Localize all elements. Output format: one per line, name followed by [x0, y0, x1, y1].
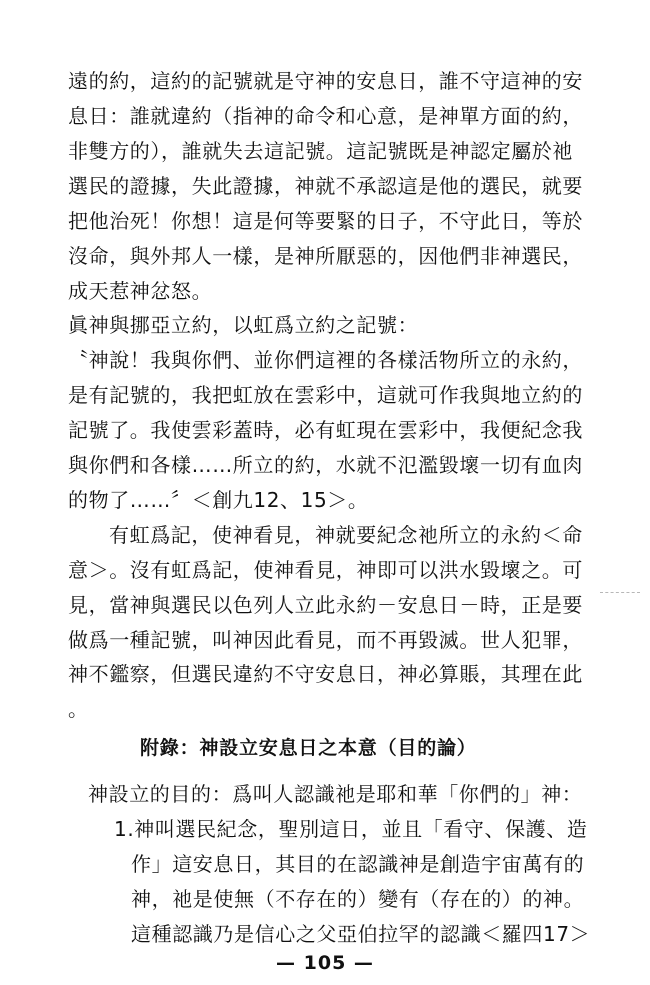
- paragraph-line-4: 做爲一種記號，叫神因此看見，而不再毀滅。世人犯罪，: [68, 628, 583, 652]
- scan-artifact-mark: [600, 592, 640, 593]
- text-line-2: 息日：誰就違約（指神的命令和心意，是神單方面的約，: [68, 104, 583, 128]
- quote-line-2: 是有記號的，我把虹放在雲彩中，這就可作我與地立約的: [68, 383, 583, 407]
- purpose-item-line-1: 1.神叫選民紀念，聖別這日，並且「看守、保護、造: [114, 817, 588, 841]
- quote-line-4: 與你們和各樣……所立的約，水就不氾濫毀壞一切有血肉: [68, 453, 583, 477]
- paragraph-line-3: 見，當神與選民以色列人立此永約－安息日－時，正是要: [68, 593, 583, 617]
- text-line-1: 遠的約，這約的記號就是守神的安息日，誰不守這神的安: [68, 69, 583, 93]
- quote-line-1: 〝神說！我與你們、並你們這裡的各樣活物所立的永約，: [68, 348, 583, 372]
- purpose-item-line-3: 神，祂是使無（不存在的）變有（存在的）的神。: [131, 887, 585, 911]
- text-line-6: 沒命，與外邦人一樣，是神所厭惡的，因他們非神選民，: [68, 244, 583, 268]
- quote-line-5: 的物了……〞＜創九12、15＞。: [68, 488, 369, 512]
- paragraph-line-5: 神不鑑察，但選民違約不守安息日，神必算賬，其理在此: [68, 662, 583, 686]
- purpose-item-line-4: 這種認識乃是信心之父亞伯拉罕的認識＜羅四17＞: [131, 922, 591, 946]
- text-line-4: 選民的證據，失此證據，神就不承認這是他的選民，就要: [68, 174, 583, 198]
- text-line-3: 非雙方的），誰就失去這記號。這記號既是神認定屬於祂: [68, 139, 573, 163]
- paragraph-line-2: 意＞。沒有虹爲記，使神看見，神即可以洪水毀壞之。可: [68, 558, 583, 582]
- text-line-7: 成天惹神忿怒。: [68, 279, 213, 303]
- purpose-item-line-2: 作」這安息日，其目的在認識神是創造宇宙萬有的: [131, 852, 585, 876]
- purpose-intro-line: 神設立的目的：爲叫人認識祂是耶和華「你們的」神：: [88, 782, 583, 806]
- paragraph-line-1: 有虹爲記，使神看見，神就要紀念祂所立的永約＜命: [109, 523, 583, 547]
- covenant-heading: 眞神與挪亞立約，以虹爲立約之記號：: [68, 313, 419, 337]
- paragraph-line-6: 。: [68, 697, 89, 721]
- page-number: — 105 —: [276, 952, 374, 974]
- appendix-title: 附錄：神設立安息日之本意（目的論）: [140, 737, 477, 759]
- text-line-5: 把他治死！你想！這是何等要緊的日子，不守此日，等於: [68, 209, 583, 233]
- quote-line-3: 記號了。我使雲彩蓋時，必有虹現在雲彩中，我便紀念我: [68, 418, 583, 442]
